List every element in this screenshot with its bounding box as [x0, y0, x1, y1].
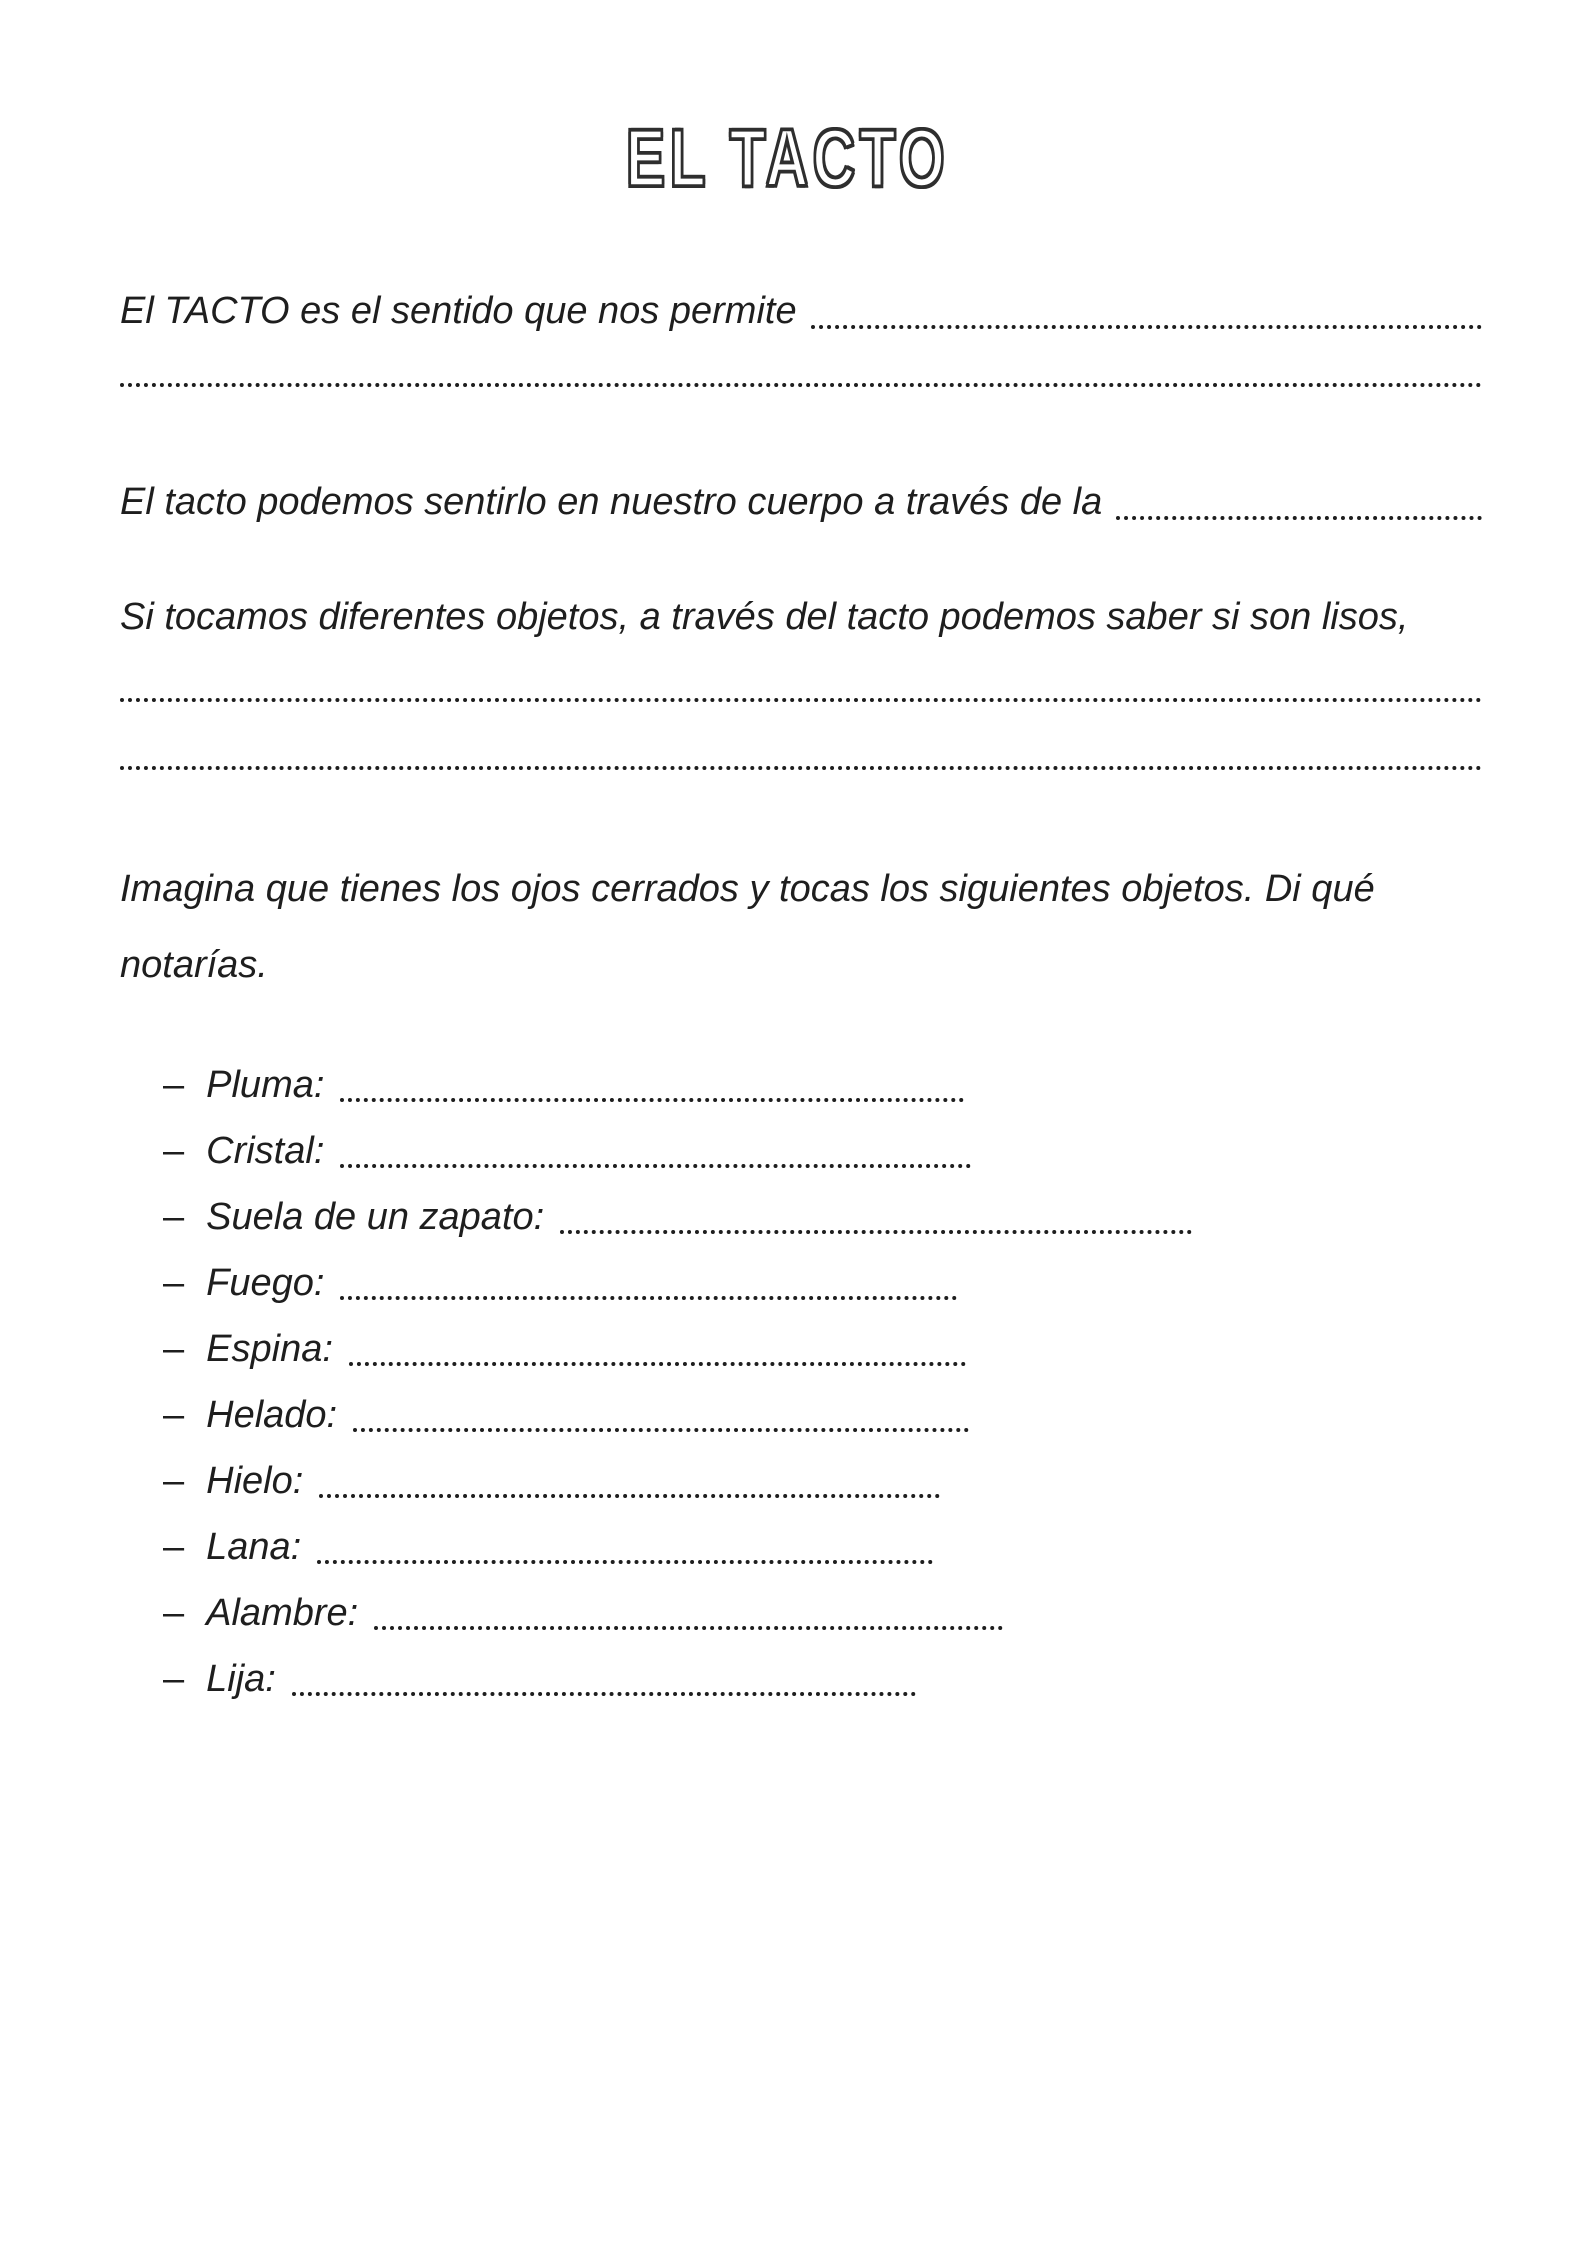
dash-bullet: –	[163, 1526, 185, 1568]
list-item-alambre	[163, 1580, 1003, 1646]
dash-bullet: –	[163, 1262, 185, 1304]
item-label: Lana:	[206, 1526, 302, 1568]
answer-blank-inline	[811, 325, 1482, 329]
answer-blank-inline	[560, 1230, 1192, 1234]
list-item-helado	[163, 1382, 969, 1448]
answer-blank-line	[120, 698, 1482, 702]
item-label: Fuego:	[206, 1262, 325, 1304]
paragraph-2-text: El tacto podemos sentirlo en nuestro cuerpo a través de la	[120, 481, 1103, 523]
paragraph-1-text: El TACTO es el sentido que nos permite	[120, 290, 797, 332]
list-item-pluma	[163, 1052, 964, 1118]
answer-blank-inline	[340, 1296, 957, 1300]
list-item-fuego	[163, 1250, 957, 1316]
list-item-lana	[163, 1514, 933, 1580]
dash-bullet: –	[163, 1460, 185, 1502]
item-label: Helado:	[206, 1394, 338, 1436]
answer-blank-inline	[340, 1164, 971, 1168]
page-title	[0, 112, 1574, 206]
dash-bullet: –	[163, 1658, 185, 1700]
item-label: Hielo:	[206, 1460, 304, 1502]
paragraph-3	[120, 596, 1482, 639]
dash-bullet: –	[163, 1394, 185, 1436]
page-title-text: EL TACTO	[625, 113, 949, 204]
list-item-cristal	[163, 1118, 971, 1184]
dash-bullet: –	[163, 1130, 185, 1172]
item-label: Pluma:	[206, 1064, 325, 1106]
item-label: Espina:	[206, 1328, 333, 1370]
item-label: Cristal:	[206, 1130, 325, 1172]
list-item-hielo	[163, 1448, 940, 1514]
paragraph-2	[120, 474, 1482, 530]
item-label: Suela de un zapato:	[206, 1196, 545, 1238]
answer-blank-inline	[353, 1428, 969, 1432]
list-item-suela-de-un-zapato	[163, 1184, 1192, 1250]
item-label: Lija:	[206, 1658, 276, 1700]
answer-blank-inline	[374, 1626, 1003, 1630]
dash-bullet: –	[163, 1064, 185, 1106]
paragraph-3-text: Si tocamos diferentes objetos, a través del tacto podemos saber si son lisos,	[120, 596, 1409, 638]
answer-blank-line	[120, 766, 1482, 770]
paragraph-1	[120, 283, 1482, 339]
item-label: Alambre:	[206, 1592, 359, 1634]
answer-blank-inline	[340, 1098, 964, 1102]
answer-blank-inline	[292, 1692, 916, 1696]
answer-blank-inline	[1116, 516, 1482, 520]
dash-bullet: –	[163, 1592, 185, 1634]
answer-blank-inline	[349, 1362, 966, 1366]
paragraph-4-line2: notarías.	[120, 944, 268, 986]
dash-bullet: –	[163, 1328, 185, 1370]
paragraph-4-line1: Imagina que tienes los ojos cerrados y tocas los siguientes objetos. Di qué	[120, 868, 1375, 910]
dash-bullet: –	[163, 1196, 185, 1238]
objects-list	[163, 1052, 1192, 1712]
answer-blank-inline	[317, 1560, 933, 1564]
answer-blank-line	[120, 383, 1482, 387]
list-item-espina	[163, 1316, 966, 1382]
paragraph-4	[120, 851, 1482, 1003]
answer-blank-inline	[319, 1494, 940, 1498]
list-item-lija	[163, 1646, 916, 1712]
